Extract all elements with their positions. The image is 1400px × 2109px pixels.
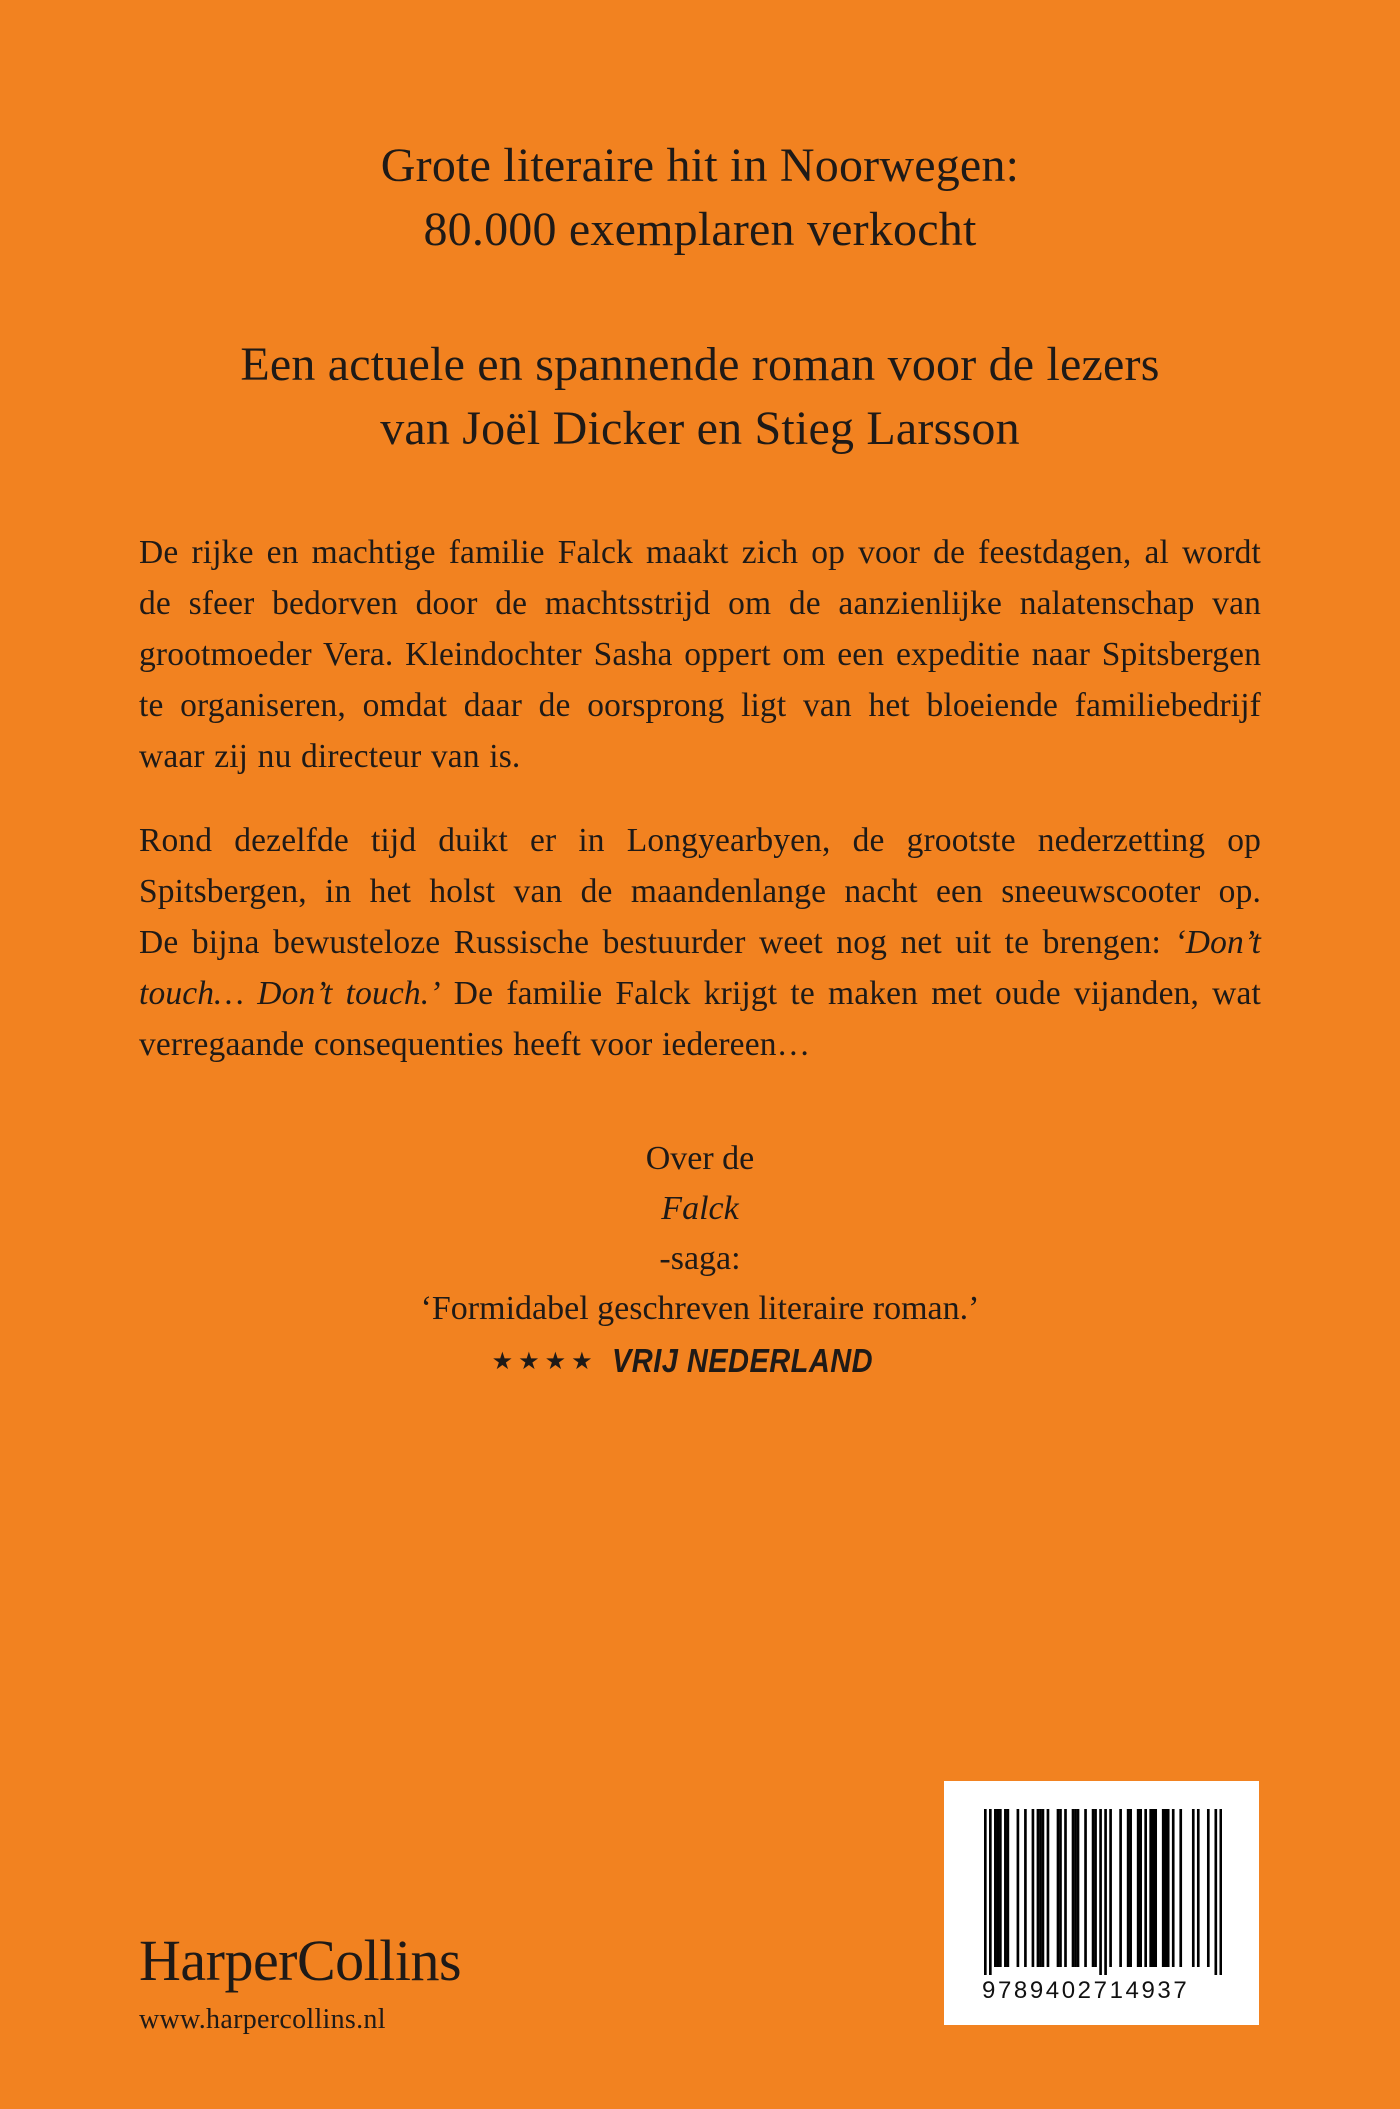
barcode-bar [1064, 1809, 1067, 1967]
barcode-bar [994, 1809, 997, 1967]
barcode-bar [1127, 1809, 1130, 1967]
barcode-bar [1037, 1809, 1040, 1967]
blurb-line: te organiseren, omdat daar de oorsprong ligt van het bloeiende familiebedrijf [139, 687, 1261, 724]
blurb-line [139, 917, 1261, 968]
publisher-logo: HarperCollins [139, 1928, 462, 1993]
publisher-url[interactable]: www.harpercollins.nl [139, 2004, 386, 2035]
barcode-bar [1139, 1809, 1142, 1967]
barcode-bar [1214, 1809, 1217, 1975]
barcode-bar [1004, 1809, 1007, 1967]
barcode-icon [984, 1809, 1222, 1975]
review-intro [0, 1134, 1400, 1284]
review-quote: ‘Formidabel geschreven literaire roman.’ [420, 1290, 980, 1327]
subtitle-line-1: Een actuele en spannende roman voor de lezers [240, 338, 1160, 391]
barcode-bar [1172, 1809, 1175, 1967]
barcode-bar [1152, 1809, 1155, 1967]
barcode-bar [1192, 1809, 1195, 1967]
barcode-bar [1137, 1809, 1140, 1967]
barcode-bar [984, 1809, 987, 1975]
quoted-speech: touch… Don’t touch.’ [139, 975, 441, 1012]
barcode-bar [1047, 1809, 1050, 1967]
barcode-bar [989, 1809, 992, 1975]
barcode-bar [1077, 1809, 1080, 1967]
series-name: Falck [661, 1190, 739, 1227]
barcode-bar [997, 1809, 1000, 1967]
quoted-speech: ‘Don’t [1174, 924, 1261, 961]
tagline-line-2: 80.000 exemplaren verkocht [423, 203, 977, 256]
barcode-bar [1149, 1809, 1152, 1967]
blurb-line: grootmoeder Vera. Kleindochter Sasha oppert om een expeditie naar Spitsbergen [139, 636, 1261, 673]
barcode-bar [1024, 1809, 1027, 1967]
blurb-line: waar zij nu directeur van is. [139, 738, 521, 775]
barcode-bar [1119, 1809, 1122, 1967]
barcode-bar [1057, 1809, 1060, 1967]
subtitle-line-2: van Joël Dicker en Stieg Larsson [380, 402, 1020, 455]
blurb-paragraph-2 [139, 815, 1261, 1070]
blurb-line: De rijke en machtige familie Falck maakt zich op voor de feestdagen, al wordt [139, 534, 1261, 571]
barcode-bar [1059, 1809, 1062, 1967]
review-intro-text: Over de [645, 1140, 755, 1177]
barcode-bar [1104, 1809, 1107, 1975]
blurb-line: Spitsbergen, in het holst van de maandenlange nacht een sneeuwscooter op. [139, 873, 1261, 910]
blurb-line [139, 968, 1261, 1019]
barcode-bar [1074, 1809, 1077, 1967]
isbn-digits: 9789402714937 [982, 1977, 1190, 2004]
review-block [0, 1134, 1400, 1384]
barcode-bar [1032, 1809, 1035, 1967]
barcode-bar [1017, 1809, 1020, 1967]
review-intro-text: -saga: [659, 1240, 741, 1277]
blurb-paragraph-1 [139, 527, 1261, 782]
barcode-bar [1154, 1809, 1157, 1967]
barcode-bar [1042, 1809, 1045, 1967]
barcode-bar [1039, 1809, 1042, 1967]
barcode-bar [1007, 1809, 1010, 1967]
barcode-bar [1219, 1809, 1222, 1975]
blurb-text: De bijna bewusteloze Russische bestuurder weet nog net uit te brengen: [139, 924, 1175, 961]
blurb-line: verregaande consequenties heeft voor iedereen… [139, 1026, 811, 1063]
barcode-bar [1179, 1809, 1182, 1967]
star-rating-icon: ★★★★ [491, 1347, 598, 1375]
tagline [0, 134, 1400, 262]
barcode-bar [1072, 1809, 1075, 1967]
barcode-bar [1164, 1809, 1167, 1967]
barcode-bar [1084, 1809, 1087, 1967]
barcode-bar [1094, 1809, 1097, 1967]
barcode-bar [1207, 1809, 1210, 1967]
barcode-bar [1167, 1809, 1170, 1967]
barcode-bar [1099, 1809, 1102, 1975]
blurb-line: Rond dezelfde tijd duikt er in Longyearbyen, de grootste nederzetting op [139, 822, 1261, 859]
barcode-bar [1109, 1809, 1112, 1967]
review-source-name: VRIJ NEDERLAND [611, 1342, 873, 1379]
barcode-bar [1129, 1809, 1132, 1967]
barcode-bar [1144, 1809, 1147, 1967]
barcode-bar [1197, 1809, 1200, 1967]
subtitle [0, 333, 1400, 461]
blurb-text: De familie Falck krijgt te maken met oude vijanden, wat [440, 975, 1261, 1012]
barcode-bar [1162, 1809, 1165, 1967]
tagline-line-1: Grote literaire hit in Noorwegen: [380, 139, 1020, 192]
blurb-line: de sfeer bedorven door de machtsstrijd om de aanzienlijke nalatenschap van [139, 585, 1261, 622]
barcode-bar [999, 1809, 1002, 1967]
isbn-barcode [944, 1781, 1259, 2025]
barcode-bar [1092, 1809, 1095, 1967]
review-source [0, 1338, 1400, 1384]
